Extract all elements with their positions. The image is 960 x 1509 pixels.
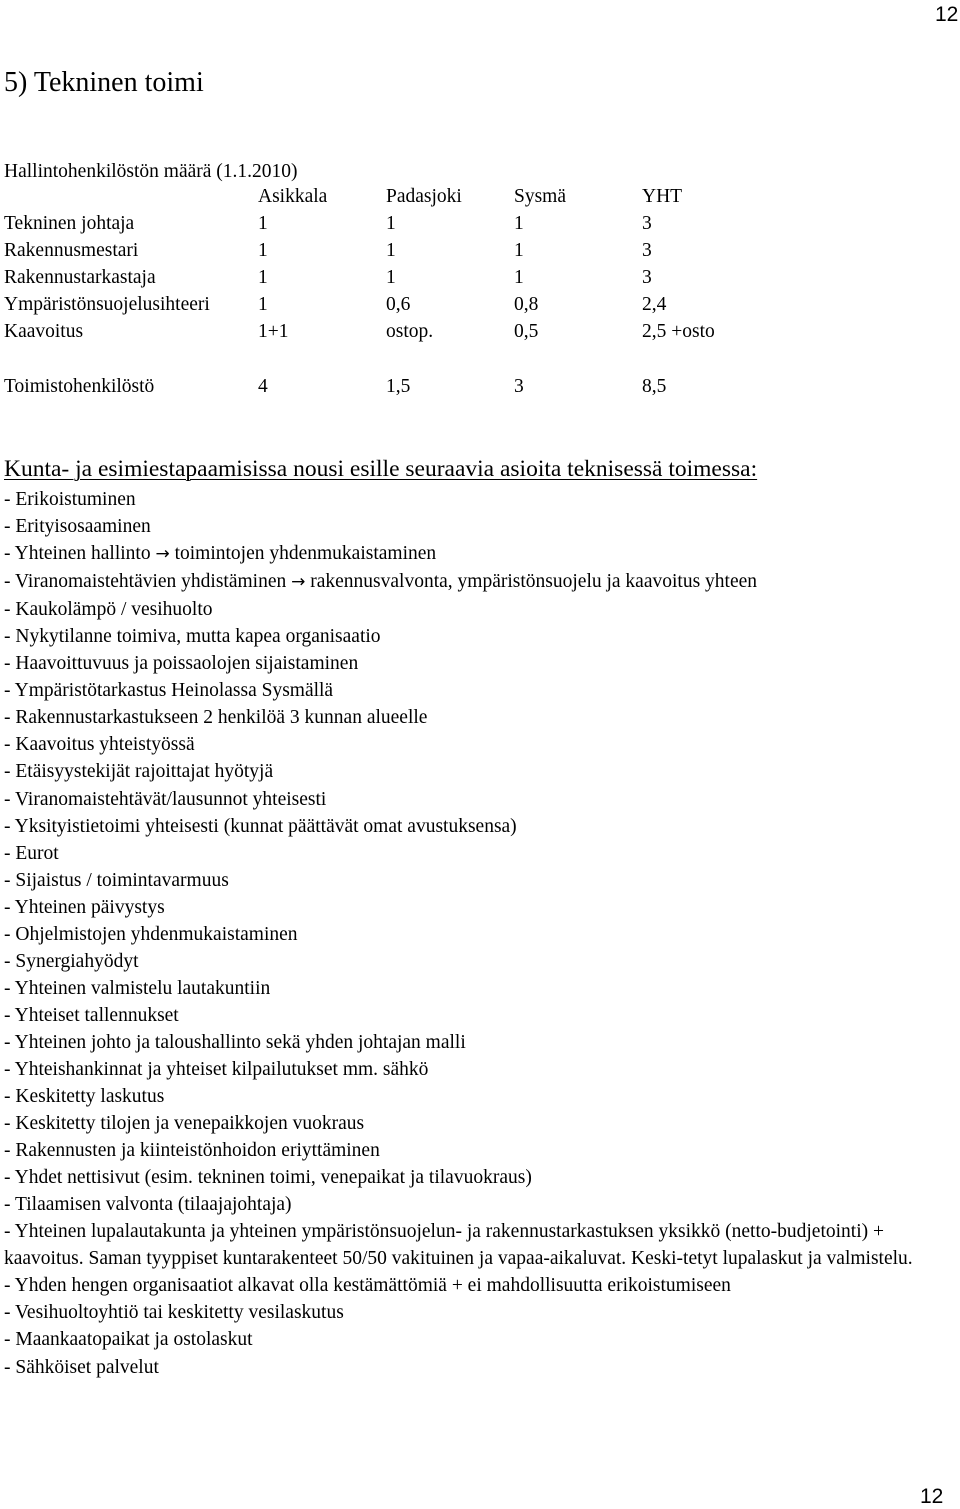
list-item bbox=[4, 568, 949, 596]
row-label: Ympäristönsuojelusihteeri bbox=[4, 294, 210, 315]
list-item bbox=[4, 813, 949, 840]
list-item bbox=[4, 513, 949, 540]
list-item bbox=[4, 1002, 949, 1029]
list-item-text: - Kaavoitus yhteistyössä bbox=[4, 734, 195, 756]
list-item bbox=[4, 677, 949, 704]
list-item-text: - Haavoittuvuus ja poissaolojen sijaistaminen bbox=[4, 653, 359, 675]
bullet-list bbox=[4, 486, 949, 1381]
table-cell: 1 bbox=[386, 267, 396, 288]
table-cell: 2,5 +osto bbox=[642, 321, 715, 342]
list-item bbox=[4, 1137, 949, 1164]
list-item-text: - Yhteinen johto ja taloushallinto sekä yhden johtajan malli bbox=[4, 1031, 466, 1053]
list-item-text: - Nykytilanne toimiva, mutta kapea organisaatio bbox=[4, 626, 381, 648]
table-cell: 3 bbox=[642, 267, 652, 288]
table-cell: 1 bbox=[514, 213, 524, 234]
list-item-text: - Yhteinen lupalautakunta ja yhteinen ympäristönsuojelun- ja rakennustarkastuksen yksikkö (netto-budjetointi) + kaavoitus. Saman tyyppiset kuntarakenteet 50/50 vakituinen ja vapaa-aikaluvat. Keski-tetyt lupalaskut ja valmistelu. bbox=[4, 1221, 913, 1270]
page-number-bottom: 12 bbox=[920, 1485, 944, 1508]
list-item-text: - Kaukolämpö / vesihuolto bbox=[4, 599, 213, 621]
table-cell: 3 bbox=[642, 240, 652, 261]
list-item-text: - Etäisyystekijät rajoittajat hyötyjä bbox=[4, 761, 274, 783]
list-item-text: - Yksityistietoimi yhteisesti (kunnat päättävät omat avustuksensa) bbox=[4, 815, 517, 837]
list-item bbox=[4, 704, 949, 731]
table-cell: 2,4 bbox=[642, 294, 667, 315]
list-item-text: - Yhden hengen organisaatiot alkavat olla kestämättömiä + ei mahdollisuutta erikoistumiseen bbox=[4, 1275, 731, 1297]
table-cell: 1 bbox=[386, 240, 396, 261]
list-item-text: - Yhteinen hallinto bbox=[4, 543, 151, 565]
table-cell: 1 bbox=[514, 267, 524, 288]
list-item bbox=[4, 867, 949, 894]
table-cell: 1 bbox=[258, 294, 268, 315]
list-item-text: - Erikoistuminen bbox=[4, 489, 136, 510]
list-item bbox=[4, 540, 949, 568]
list-item-text: - Rakennustarkastukseen 2 henkilöä 3 kunnan alueelle bbox=[4, 707, 428, 729]
list-item-text: - Ohjelmistojen yhdenmukaistaminen bbox=[4, 923, 298, 945]
list-item bbox=[4, 1164, 949, 1191]
arrow-right-icon: → bbox=[291, 572, 306, 593]
list-item bbox=[4, 650, 949, 677]
table-cell: 1 bbox=[258, 213, 268, 234]
list-item-text: - Yhteiset tallennukset bbox=[4, 1004, 179, 1026]
column-header: Padasjoki bbox=[386, 186, 462, 207]
list-item-text: - Yhdet nettisivut (esim. tekninen toimi, venepaikat ja tilavuokraus) bbox=[4, 1167, 532, 1189]
subheading: Kunta- ja esimiestapaamisissa nousi esille seuraavia asioita teknisessä toimessa: bbox=[4, 456, 758, 482]
column-header: Asikkala bbox=[258, 186, 328, 207]
row-label: Kaavoitus bbox=[4, 321, 84, 342]
list-item-continuation: rakennusvalvonta, ympäristönsuojelu ja kaavoitus yhteen bbox=[310, 571, 758, 593]
table-cell: 1,5 bbox=[386, 376, 411, 397]
table-cell: 0,6 bbox=[386, 294, 411, 315]
table-cell: 3 bbox=[642, 213, 652, 234]
list-item-text: - Sijaistus / toimintavarmuus bbox=[4, 869, 229, 891]
table-cell: 1 bbox=[386, 213, 396, 234]
list-item bbox=[4, 1272, 949, 1299]
list-item-text: - Erityisosaaminen bbox=[4, 516, 151, 538]
list-item bbox=[4, 731, 949, 758]
list-item bbox=[4, 1029, 949, 1056]
list-item bbox=[4, 596, 949, 623]
list-item bbox=[4, 1354, 949, 1381]
section-title: 5) Tekninen toimi bbox=[4, 67, 204, 98]
list-item-text: - Yhteinen päivystys bbox=[4, 896, 165, 918]
list-item-text: - Keskitetty tilojen ja venepaikkojen vuokraus bbox=[4, 1113, 365, 1135]
column-header: YHT bbox=[642, 186, 683, 207]
list-item-text: - Keskitetty laskutus bbox=[4, 1086, 165, 1108]
list-item bbox=[4, 921, 949, 948]
table-cell: 0,8 bbox=[514, 294, 539, 315]
table-cell: 1 bbox=[514, 240, 524, 261]
list-item bbox=[4, 975, 949, 1002]
list-item-text: - Synergiahyödyt bbox=[4, 950, 139, 972]
list-item-text: - Maankaatopaikat ja ostolaskut bbox=[4, 1329, 253, 1351]
list-item bbox=[4, 1083, 949, 1110]
list-item bbox=[4, 786, 949, 813]
list-item-text: - Tilaamisen valvonta (tilaajajohtaja) bbox=[4, 1194, 292, 1216]
list-item-text: - Eurot bbox=[4, 842, 59, 864]
table-cell: 8,5 bbox=[642, 376, 667, 397]
table-cell: 1+1 bbox=[258, 321, 289, 342]
table-cell: ostop. bbox=[386, 321, 434, 342]
list-item bbox=[4, 1218, 949, 1272]
list-item-text: - Yhteinen valmistelu lautakuntiin bbox=[4, 977, 271, 999]
list-item bbox=[4, 1056, 949, 1083]
table-cell: 1 bbox=[258, 267, 268, 288]
table-caption: Hallintohenkilöstön määrä (1.1.2010) bbox=[4, 161, 298, 182]
page-number-top: 12 bbox=[935, 3, 959, 26]
row-label: Tekninen johtaja bbox=[4, 213, 135, 234]
list-item bbox=[4, 623, 949, 650]
row-label: Toimistohenkilöstö bbox=[4, 376, 155, 397]
list-item bbox=[4, 486, 949, 513]
list-item bbox=[4, 894, 949, 921]
list-item-text: - Rakennusten ja kiinteistönhoidon eriyttäminen bbox=[4, 1140, 380, 1162]
list-item bbox=[4, 948, 949, 975]
list-item bbox=[4, 758, 949, 785]
list-item-text: - Viranomaistehtävät/lausunnot yhteisesti bbox=[4, 788, 327, 810]
arrow-right-icon: → bbox=[155, 544, 170, 565]
table-cell: 4 bbox=[258, 376, 268, 397]
list-item-text: - Vesihuoltoyhtiö tai keskitetty vesilaskutus bbox=[4, 1302, 344, 1324]
list-item bbox=[4, 1191, 949, 1218]
list-item bbox=[4, 1326, 949, 1353]
list-item-text: - Viranomaistehtävien yhdistäminen bbox=[4, 571, 287, 593]
list-item-text: - Yhteishankinnat ja yhteiset kilpailutukset mm. sähkö bbox=[4, 1058, 429, 1080]
table-cell: 1 bbox=[258, 240, 268, 261]
list-item bbox=[4, 840, 949, 867]
table-cell: 3 bbox=[514, 376, 524, 397]
list-item bbox=[4, 1110, 949, 1137]
list-item-continuation: toimintojen yhdenmukaistaminen bbox=[174, 543, 437, 565]
row-label: Rakennustarkastaja bbox=[4, 267, 156, 288]
list-item bbox=[4, 1299, 949, 1326]
list-item-text: - Sähköiset palvelut bbox=[4, 1356, 159, 1378]
list-item-text: - Ympäristötarkastus Heinolassa Sysmällä bbox=[4, 680, 334, 702]
table-cell: 0,5 bbox=[514, 321, 539, 342]
row-label: Rakennusmestari bbox=[4, 240, 139, 261]
column-header: Sysmä bbox=[514, 186, 567, 207]
